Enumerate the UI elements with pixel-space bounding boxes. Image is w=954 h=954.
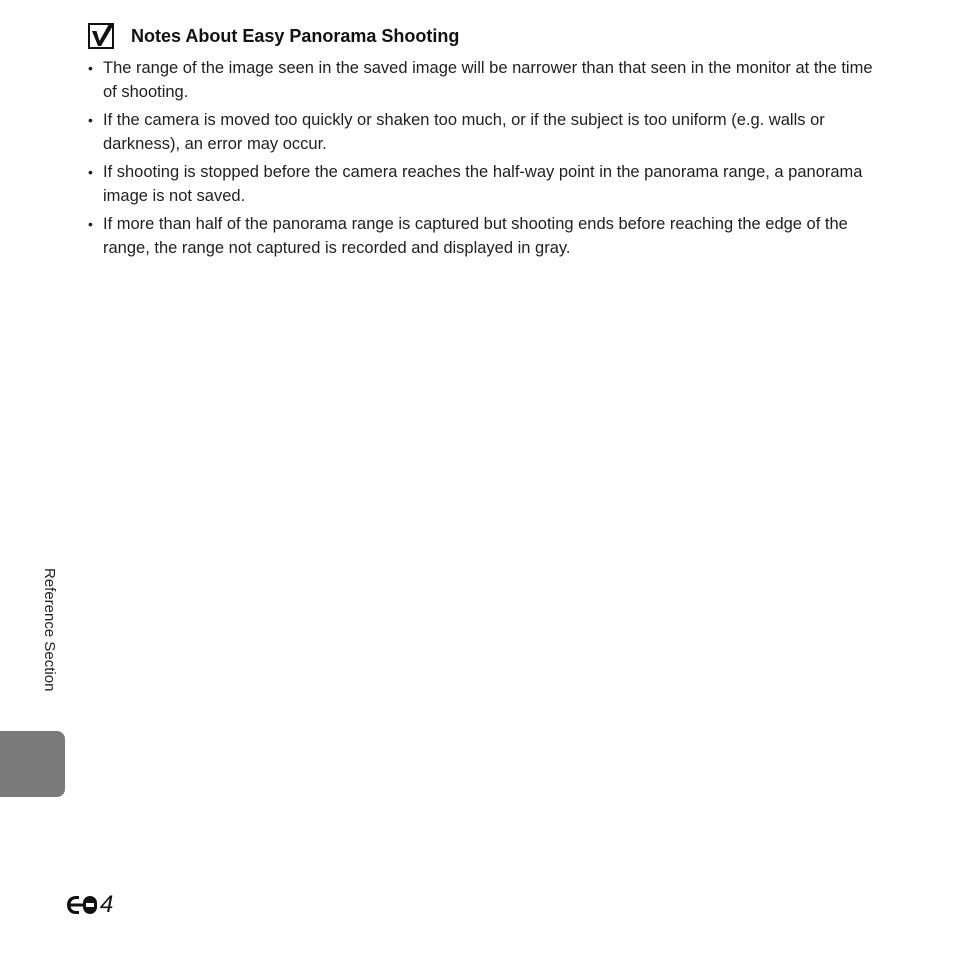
list-item [88, 212, 878, 260]
section-label: Reference Section [41, 568, 58, 692]
bullet-dot: • [88, 164, 93, 180]
bullet-dot: • [88, 60, 93, 76]
list-item [88, 108, 878, 156]
list-item-text: If more than half of the panorama range is captured but shooting ends before reaching the edge of the range, the range not captured is recorded and displayed in gray. [103, 215, 848, 257]
list-item-text: The range of the image seen in the saved image will be narrower than that seen in the monitor at the time of shooting. [103, 59, 873, 101]
section-tab [0, 731, 65, 797]
list-item-text: If the camera is moved too quickly or shaken too much, or if the subject is too uniform (e.g. walls or darkness), an error may occur. [103, 111, 825, 153]
list-item-text: If shooting is stopped before the camera reaches the half-way point in the panorama range, a panorama image is not saved. [103, 163, 863, 205]
list-item [88, 56, 878, 104]
note-header [88, 22, 459, 50]
check-icon [88, 23, 116, 49]
page-number-text: 4 [100, 891, 114, 918]
bullet-dot: • [88, 112, 93, 128]
note-title: Notes About Easy Panorama Shooting [131, 25, 460, 46]
reference-section-icon [66, 895, 98, 915]
bullet-dot: • [88, 216, 93, 232]
bullet-list [88, 56, 878, 264]
page-number [66, 890, 113, 920]
list-item [88, 160, 878, 208]
